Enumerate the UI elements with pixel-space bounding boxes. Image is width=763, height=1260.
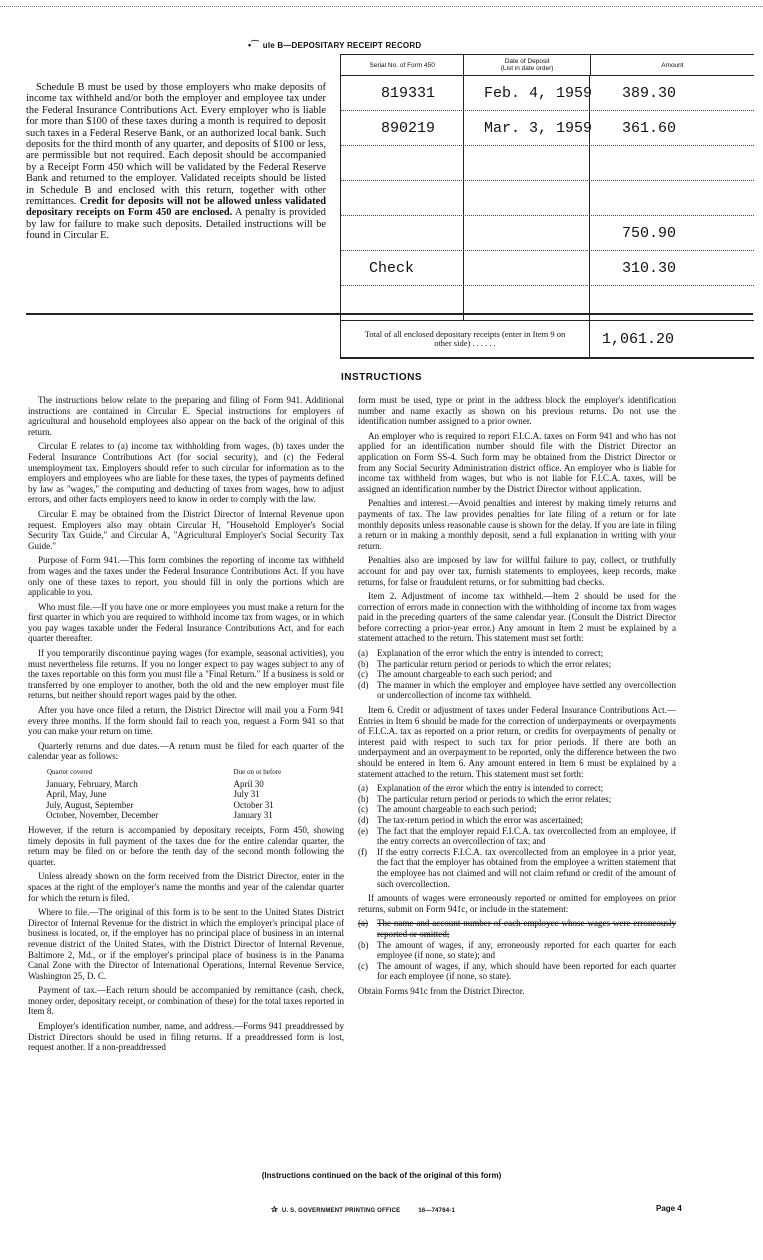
col-serial-header: Serial No. of Form 450 [341,55,464,75]
list-text: The particular return period or periods to which the error relates; [377,658,612,669]
paragraph: form must be used, type or print in the address block the employer's identification number and name exactly as shown on his previous returns. Do not use the identification number assigned to a prior owner. [358,395,676,427]
star-icon: ✰ [271,1205,278,1214]
form-number: 16—74764-1 [418,1208,456,1214]
instructions-title: INSTRUCTIONS [341,372,422,383]
table-row [341,181,754,216]
list-item [358,961,676,982]
quarter-cell: January, February, March [46,778,138,789]
paragraph: Unless already shown on the form received from the District Director, enter in the spaces at the right of the employer's name the months and year of the calendar quarter for which the return is filed. [28,871,344,903]
list-text: The manner in which the employer and employee have settled any overcollection or undercollection of income tax withheld. [377,679,676,701]
serial-cell: 819331 [341,76,464,110]
serial-cell [341,216,464,250]
serial-cell: Check [341,251,464,285]
page-number: Page 4 [656,1204,682,1213]
total-label: Total of all enclosed depositary receipts (enter in Item 9 on other side) . . . . . . [341,321,590,357]
table-row [341,216,754,251]
list-item [358,918,676,939]
list-text: If the entry corrects F.I.C.A. tax overcollected from an employee in a prior year, the fact that the employer has obtained from the employee a written statement that the employee has not claimed and will not claim refund or credit of the amount of such overcollection. [377,846,676,889]
table-row [46,800,316,811]
list-text: The fact that the employer repaid F.I.C.A. tax overcollected from an employee, if the entry corrects an overcollection of tax; and [377,825,676,847]
list-text: The amount chargeable to each such period; and [377,669,552,680]
paragraph: Employer's identification number, name, and address.—Forms 941 preaddressed by District Directors should be used in filing returns. If a preaddressed form is lost, request another. If a non-preaddressed [28,1021,344,1053]
date-cell [464,216,590,250]
list-item [358,804,676,815]
list-text: The tax-return period in which the error was ascertained; [377,814,583,825]
paragraph: Obtain Forms 941c from the District Director. [358,985,525,996]
paragraph: The instructions below relate to the preparing and filing of Form 941. Additional instructions are contained in Circular E. Special instructions for employers of agricultural and household employees also appear on the back of the original of this return. [28,395,344,437]
list-item [358,940,676,961]
list-letter: (b) [358,793,369,804]
list-text: The particular return period or periods to which the error relates; [377,793,612,804]
list-item [358,783,676,794]
schedule-intro-c: A penalty is provided by law for failure to make such deposits. Detailed instructions will be found in Circular E. [26,207,326,242]
table-row [341,76,754,111]
schedule-intro [26,82,326,242]
schedule-heading-text: ule B—DEPOSITARY RECEIPT RECORD [262,41,422,50]
list-letter: (f) [358,846,368,857]
list-letter: (c) [358,960,369,971]
due-cell: October 31 [233,799,274,810]
col-date-header [464,55,590,75]
list-letter: (d) [358,814,369,825]
date-cell [464,146,590,180]
list-item [358,826,676,847]
item2-list [358,648,676,701]
list-item [358,794,676,805]
serial-cell [341,181,464,215]
quarter-cell: July, August, September [46,799,134,810]
amount-cell: 389.30 [621,84,676,102]
list-letter: (c) [358,804,369,815]
list-letter: (a) [358,648,369,659]
list-item [358,659,676,670]
amount-cell [590,146,754,180]
list-letter: (d) [358,679,369,690]
date-cell: Mar. 3, 1959 [464,111,590,145]
list-letter: (a) [358,783,369,794]
serial-cell [341,146,464,180]
paragraph: Penalties also are imposed by law for willful failure to pay, collect, or truthfully account for and pay over tax, furnish statements to employees, keep records, make returns, for false or fraudulent returns, or for submitting bad checks. [358,555,676,587]
paragraph: Circular E may be obtained from the District Director of Internal Revenue upon request. Employers also may obtain Circular H, "Household Employer's Social Security Tax Guide," and Circular A, "Agricultural Employer's Social Security Tax Guide." [28,508,344,551]
paragraph: Who must file.—If you have one or more employees you must make a return for the first quarter in which you are required to withhold income tax from wages, or in which you pay wages taxable under the Federal Insurance Contributions Act, and for each quarter thereafter. [28,601,344,644]
list-item [358,669,676,680]
printer-imprint [271,1205,455,1214]
paragraph: Item 6. Credit or adjustment of taxes under Federal Insurance Contributions Act.—Entries in Item 6 should be made for the correction of underpayments or overpayments of F.I.C.A. tax as reported on a prior return, or credits for overpayments of penalty or interest paid with respect to such tax for prior periods. If there are both an underpayment and an overpayment to be reported, only the difference between the two should be entered in Item 6. Any amount entered in Item 6 must be explained by a statement attached to the return. This statement must set forth: [358,705,676,779]
heading-mark: •⁀ [248,40,259,50]
quarter-cell: April, May, June [46,789,107,800]
list-text: The name and account number of each employee whose wages were erroneously reported or omitted; [377,918,676,939]
list-item [358,847,676,889]
continued-note: (Instructions continued on the back of the original of this form) [261,1171,502,1180]
table-header [341,54,754,76]
instructions-left-column [28,395,344,1057]
col-date-header-1: Date of Deposit [504,58,550,65]
table-row [46,810,316,821]
date-cell [464,181,590,215]
table-row [46,779,316,790]
table-row [341,146,754,181]
paragraph: However, if the return is accompanied by depositary receipts, Form 450, showing timely deposits in full payment of the taxes due for the entire calendar quarter, the return may be filed on or before the tenth day of the second month following the quarter. [28,824,344,867]
printer-name: U. S. GOVERNMENT PRINTING OFFICE [281,1208,401,1214]
quarter-cell: October, November, December [46,810,159,821]
paragraph: Item 2. Adjustment of income tax withheld.—Item 2 should be used for the correction of errors made in connection with the withholding of income tax from wages paid in the preceding quarters of the same calendar year. (Consult the District Director before correcting a prior-year error.) Any amount in Item 2 must be explained by a statement attached to the return. This statement must set forth: [358,591,676,644]
paragraph: Circular E relates to (a) income tax withholding from wages, (b) taxes under the Federal Insurance Contributions Act (for social security), and (c) the Federal unemployment tax. Employers should refer to such circular for information as to the employers and employees who are liable for these taxes, the types of payments defined by law as "wages," the computing and deducting of taxes from wages, how to adjust errors, and other facts employers need to know in order to comply with the law. [28,441,344,505]
amount-cell [590,181,754,215]
date-cell [464,251,590,285]
table-row [341,111,754,146]
due-cell: April 30 [233,778,264,789]
paragraph: Payment of tax.—Each return should be accompanied by remittance (cash, check, money order, depositary receipt, or combination of these) for the total taxes reported in Item 8. [28,985,344,1017]
paragraph: Quarterly returns and due dates.—A return must be filed for each quarter of the calendar year as follows: [28,740,344,762]
list-item [358,648,676,659]
quarter-header: Quarter covered [47,768,93,776]
paragraph: After you have once filed a return, the District Director will mail you a Form 941 every three months. If the form should fail to reach you, request a Form 941 so that you can make your return on time. [28,705,344,737]
list-text: Explanation of the error which the entry is intended to correct; [377,648,604,659]
paragraph: Penalties and interest.—Avoid penalties and interest by making timely returns and payments of tax. The law provides penalties for late filing of a return or for late monthly deposits unless reasonable cause is shown for the delay. If you are late in filing a return or in making a monthly deposit, send a full explanation in writing with your return. [358,498,676,551]
list-letter: (b) [358,939,369,950]
wages-list [358,918,676,982]
list-text: The amount of wages, if any, which should have been reported for each quarter for each employee (if none, so state). [377,960,676,982]
item6-list [358,783,676,889]
amount-cell: 361.60 [621,119,676,137]
due-dates-header [46,766,316,779]
top-dotted-rule [0,6,763,7]
list-letter: (b) [358,658,369,669]
schedule-bottom-rule [26,313,753,315]
table-row [341,251,754,286]
due-cell: January 31 [233,810,273,821]
serial-cell: 890219 [341,111,464,145]
list-text: The amount chargeable to each such period; [377,804,537,815]
col-date-header-2: (List in date order) [500,65,554,72]
due-dates-table [46,766,316,821]
paragraph: Purpose of Form 941.—This form combines the reporting of income tax withheld from wages and the taxes under the Federal Insurance Contributions Act. If you have only one of these taxes to report, you should fill in only the portions which are applicable to you. [28,555,344,598]
list-item [358,680,676,701]
total-row [341,320,754,359]
list-letter: (c) [358,669,369,680]
list-letter: (e) [358,825,369,836]
paragraph: If amounts of wages were erroneously reported or omitted for employees on prior returns, submit on Form 941c, or include in the statement: [358,893,676,914]
due-cell: July 31 [233,789,260,800]
schedule-intro-a: Schedule B must be used by those employers who make deposits of income tax withheld and/or both the employer and employee tax under the Federal Insurance Contributions Act. Every employer who is liable for more than $100 of these taxes during a month is required to deposit such taxes in a Federal Reserve Bank, or an authorized local bank. Such deposits for the third month of any quarter, and deposits of $100 or less, are permissible but not required. Each deposit should be accompanied by a Receipt Form 450 which will be validated by the Federal Reserve Bank and returned to the employer. Validated receipts should be listed in Schedule B and enclosed with this return, together with other remittances. [26,82,326,208]
date-cell: Feb. 4, 1959 [464,76,590,110]
paragraph: If you temporarily discontinue paying wages (for example, seasonal activities), you must nevertheless file returns. If you no longer expect to pay wages subject to any of the taxes reportable on this form you must file a "Final Return." If a business is sold or transferred by one employer to another, both the old and the new employer must file returns, but neither should report wages paid by the other. [28,648,344,701]
list-text: Explanation of the error which the entry is intended to correct; [377,783,604,794]
paragraph: An employer who is required to report F.I.C.A. taxes on Form 941 and who has not applied for an identification number should file with the District Director an application on Form SS-4. Such form may be obtained from the District Director or from any Social Security Administration district office. An employer who is liable for income tax withheld from wages, but who is not liable for F.I.C.A. taxes, will be assigned an identification number by the District Director without application. [358,430,676,494]
instructions-right-column [358,395,676,1000]
schedule-intro-b: Credit for deposits will not be allowed unless validated depositary receipts on Form 450 are enclosed. [26,196,326,219]
table-row [46,789,316,800]
due-header: Due on or before [233,768,282,776]
amount-cell: 750.90 [621,224,676,242]
list-item [358,815,676,826]
amount-cell: 310.30 [621,259,676,277]
list-letter: (a) [358,918,369,929]
list-text: The amount of wages, if any, erroneously reported for each quarter for each employee (if none, so state); and [377,939,676,961]
paragraph: Where to file.—The original of this form is to be sent to the United States District Director of Internal Revenue for the district in which the employer's principal place of business is located, or, if the employer has no principal place of business in an internal revenue district of the United States, with the District Director of Internal Revenue, Baltimore 2, Md., or if the employer's principal place of business is in the Panama Canal Zone with the Director of International Operations, Internal Revenue Service, Washington 25, D. C. [28,907,344,981]
schedule-heading [248,40,421,51]
total-value: 1,061.20 [601,330,674,348]
col-amount-header: Amount [661,61,684,69]
